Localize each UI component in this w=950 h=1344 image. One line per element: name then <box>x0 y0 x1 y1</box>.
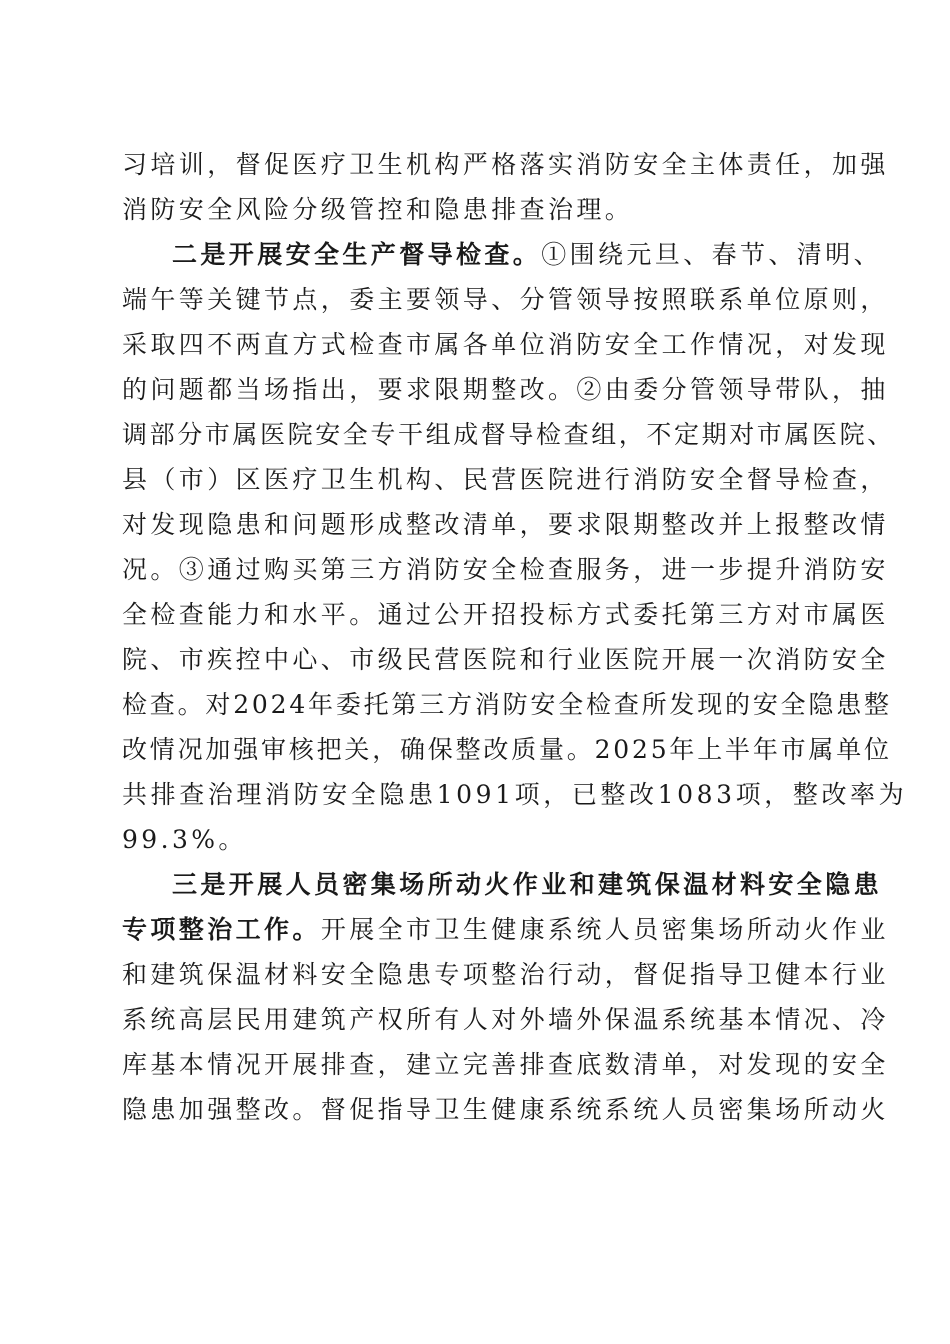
text-line <box>122 1003 950 1037</box>
text-line <box>122 508 950 542</box>
line-text: 隐患加强整改。督促指导卫生健康系统系统人员密集场所动火 <box>122 1095 889 1124</box>
line-text: 开展全市卫生健康系统人员密集场所动火作业 <box>320 915 889 944</box>
line-text: ①围绕元旦、春节、清明、 <box>541 240 883 269</box>
line-text: 消防安全风险分级管控和隐患排查治理。 <box>122 195 634 224</box>
line-text: 全检查能力和水平。通过公开招投标方式委托第三方对市属医 <box>122 600 889 629</box>
paragraph-heading: 二是开展安全生产督导检查。 <box>172 240 542 269</box>
line-text: 院、市疾控中心、市级民营医院和行业医院开展一次消防安全 <box>122 645 889 674</box>
line-text: 改情况加强审核把关，确保整改质量。2025年上半年市属单位 <box>122 735 892 764</box>
text-line <box>122 1093 950 1127</box>
text-line <box>122 553 950 587</box>
text-line <box>122 688 950 722</box>
text-line <box>172 238 950 272</box>
text-line <box>122 913 950 947</box>
text-line <box>122 193 950 227</box>
line-text: 检查。对2024年委托第三方消防安全检查所发现的安全隐患整 <box>122 690 892 719</box>
text-line <box>122 148 950 182</box>
line-text: 县（市）区医疗卫生机构、民营医院进行消防安全督导检查， <box>122 465 889 494</box>
paragraph-heading: 专项整治工作。 <box>122 915 321 944</box>
text-line <box>122 283 950 317</box>
text-line <box>122 328 950 362</box>
text-line <box>122 958 950 992</box>
text-line <box>122 733 950 767</box>
line-text: 共排查治理消防安全隐患1091项，已整改1083项，整改率为 <box>122 780 908 809</box>
text-line <box>122 778 950 812</box>
text-line <box>122 373 950 407</box>
text-line <box>172 868 950 902</box>
text-line <box>122 643 950 677</box>
text-line <box>122 598 950 632</box>
line-text: 和建筑保温材料安全隐患专项整治行动，督促指导卫健本行业 <box>122 960 889 989</box>
line-text: 调部分市属医院安全专干组成督导检查组，不定期对市属医院、 <box>122 420 895 449</box>
line-text: 库基本情况开展排查，建立完善排查底数清单，对发现的安全 <box>122 1050 889 1079</box>
text-line <box>122 823 950 857</box>
line-text: 采取四不两直方式检查市属各单位消防安全工作情况，对发现 <box>122 330 889 359</box>
line-text: 系统高层民用建筑产权所有人对外墙外保温系统基本情况、冷 <box>122 1005 889 1034</box>
line-text: 99.3%。 <box>122 825 247 854</box>
line-text: 的问题都当场指出，要求限期整改。②由委分管领导带队，抽 <box>122 375 889 404</box>
line-text: 况。③通过购买第三方消防安全检查服务，进一步提升消防安 <box>122 555 889 584</box>
line-text: 习培训，督促医疗卫生机构严格落实消防安全主体责任，加强 <box>122 150 889 179</box>
text-line <box>122 1048 950 1082</box>
line-text: 端午等关键节点，委主要领导、分管领导按照联系单位原则， <box>122 285 889 314</box>
paragraph-heading: 三是开展人员密集场所动火作业和建筑保温材料安全隐患 <box>172 870 883 899</box>
text-line <box>122 418 950 452</box>
line-text: 对发现隐患和问题形成整改清单，要求限期整改并上报整改情 <box>122 510 889 539</box>
text-line <box>122 463 950 497</box>
